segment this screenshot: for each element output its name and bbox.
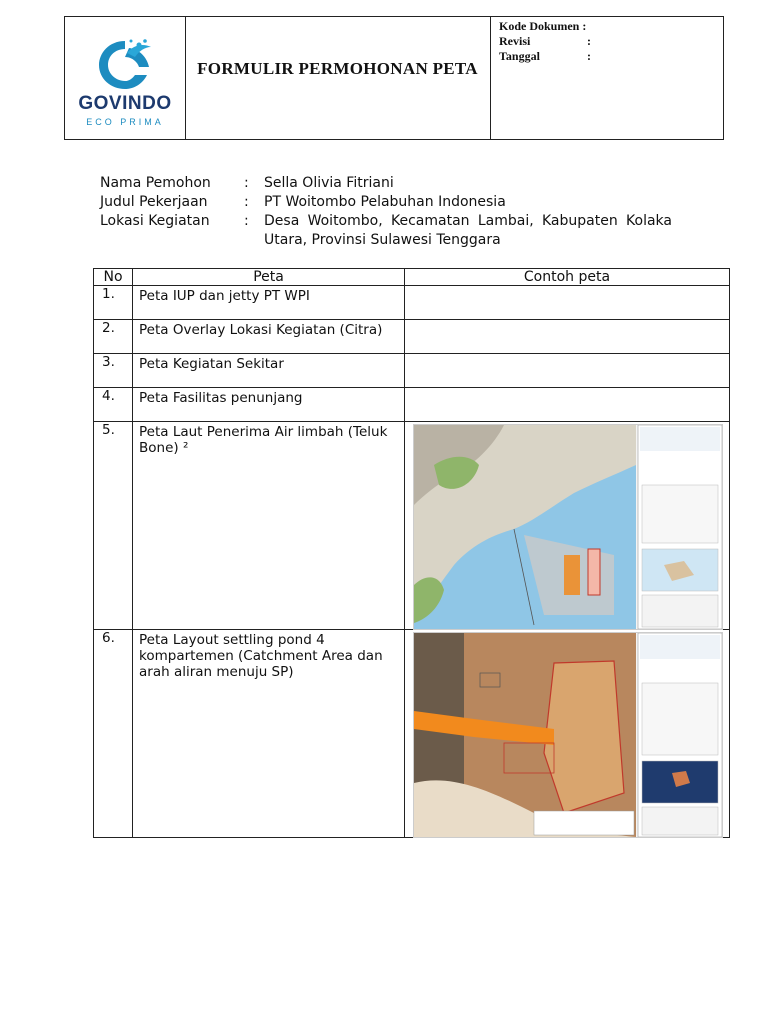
row-no: 6. [94,630,133,838]
row-peta: Peta IUP dan jetty PT WPI [133,286,405,320]
row-no: 1. [94,286,133,320]
meta-cell [491,17,723,139]
table-row [94,320,730,354]
table-row [94,422,730,630]
sea-map-thumbnail [413,424,723,630]
map-request-table [93,268,730,838]
row-no: 5. [94,422,133,630]
sea-map-image [414,425,722,629]
row-example [405,422,730,630]
row-no: 2. [94,320,133,354]
info-value: Desa Woitombo, Kecamatan Lambai, Kabupaten Kolaka Utara, Provinsi Sulawesi Tenggara [264,213,672,248]
meta-key: Kode Dokumen : [499,19,587,33]
info-row: Judul Pekerjaan : PT Woitombo Pelabuhan Indonesia [100,193,672,212]
header-no: No [94,269,133,286]
info-value: PT Woitombo Pelabuhan Indonesia [264,194,506,210]
header-peta: Peta [133,269,405,286]
table-header-row [94,269,730,286]
meta-row [499,34,591,49]
document-title: FORMULIR PERMOHONAN PETA [197,59,478,78]
info-label: Nama Pemohon [100,175,211,191]
meta-value: : [587,34,591,48]
row-no: 3. [94,354,133,388]
logo-name: GOVINDO [78,93,172,114]
row-peta: Peta Overlay Lokasi Kegiatan (Citra) [133,320,405,354]
meta-value: : [587,49,591,63]
row-peta: Peta Kegiatan Sekitar [133,354,405,388]
table-row [94,354,730,388]
row-peta: Peta Layout settling pond 4 kompartemen (Catchment Area dan arah aliran menuju SP) [133,630,405,838]
layout-map-image [414,633,722,837]
info-row: Lokasi Kegiatan : Desa Woitombo, Kecamatan Lambai, Kabupaten Kolaka Utara, Provinsi Sulawesi Tenggara [100,213,672,248]
meta-row [499,49,591,64]
document-meta [499,19,591,64]
header-contoh: Contoh peta [405,269,730,286]
logo-emblem-icon [69,35,181,95]
meta-row [499,19,591,34]
info-value: Sella Olivia Fitriani [264,175,394,191]
table-row [94,630,730,838]
row-example [405,388,730,422]
table-row [94,286,730,320]
row-example [405,354,730,388]
meta-key: Tanggal [499,49,540,63]
row-no: 4. [94,388,133,422]
logo-cell [65,17,186,139]
info-label: Lokasi Kegiatan [100,213,210,229]
row-example [405,630,730,838]
row-example [405,286,730,320]
row-peta: Peta Laut Penerima Air limbah (Teluk Bone) ² [133,422,405,630]
info-row: Nama Pemohon : Sella Olivia Fitriani [100,174,672,193]
row-example [405,320,730,354]
document-header [64,16,724,140]
applicant-info [100,174,672,250]
layout-map-thumbnail [413,632,723,838]
logo-subtitle: ECO PRIMA [86,117,164,127]
row-peta: Peta Fasilitas penunjang [133,388,405,422]
table-row [94,388,730,422]
info-label: Judul Pekerjaan [100,194,208,210]
company-logo [69,35,181,131]
title-cell [185,17,491,139]
meta-key: Revisi [499,34,531,48]
